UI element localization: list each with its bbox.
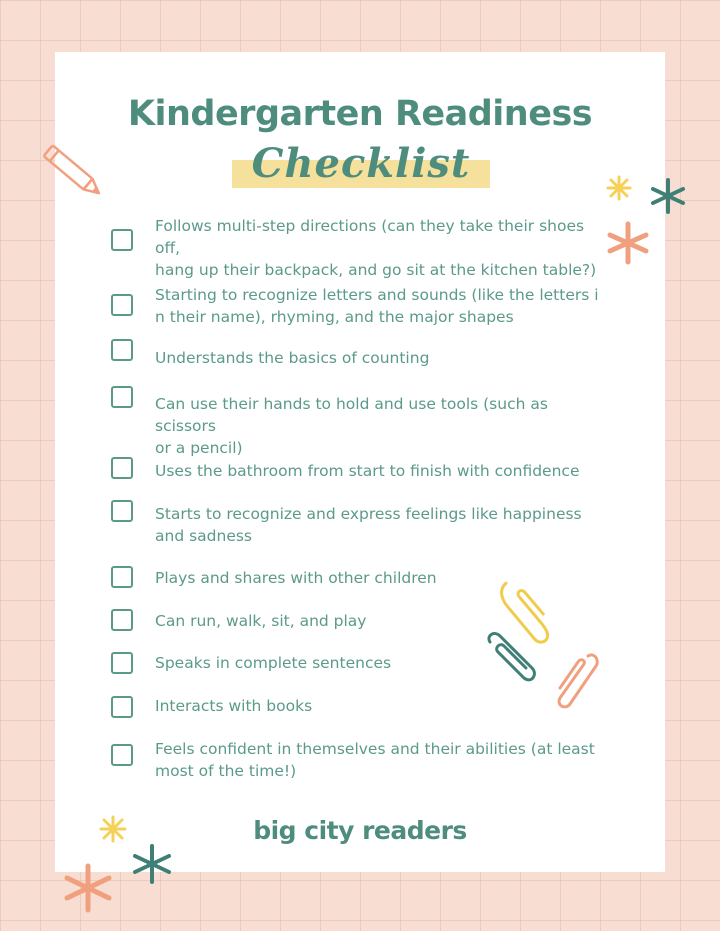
checkbox[interactable] [111,566,133,588]
checkbox[interactable] [111,744,133,766]
checklist-item-label: Interacts with books [155,697,313,715]
checklist-item-label: Follows multi-step directions (can they take their shoes off, hang up their backpack, and go sit at the kitchen table?) [155,217,597,279]
checkbox[interactable] [111,696,133,718]
checkbox[interactable] [111,609,133,631]
checkbox[interactable] [111,339,133,361]
checklist-item-label: Feels confident in themselves and their abilities (at least most of the time!) [155,740,595,780]
star-burst-icon [648,176,688,216]
checklist-item-label: Uses the bathroom from start to finish with confidence [155,462,580,480]
checkbox[interactable] [111,652,133,674]
checklist-item-label: Can use their hands to hold and use tools (such as scissors or a pencil) [155,395,548,457]
page-title: Kindergarten Readiness [127,94,593,134]
star-burst-icon [130,842,174,886]
star-burst-icon [98,814,128,844]
pencil-icon [30,132,114,212]
checkbox[interactable] [111,386,133,408]
star-burst-icon [605,174,633,202]
checkbox[interactable] [111,457,133,479]
paper-clip-icon [482,628,542,688]
checklist-item-label: Can run, walk, sit, and play [155,612,367,630]
checklist-item-label: Speaks in complete sentences [155,654,392,672]
checkbox[interactable] [111,229,133,251]
checkbox[interactable] [111,500,133,522]
checkbox[interactable] [111,294,133,316]
checklist-item-label: Starts to recognize and express feelings like happiness and sadness [155,505,582,545]
checklist-item-label: Starting to recognize letters and sounds (like the letters i n their name), rhyming, and the major shapes [155,286,599,326]
brand-footer: big city readers [253,816,467,845]
checklist-item-label: Understands the basics of counting [155,349,430,367]
checklist-item-label: Plays and shares with other children [155,569,437,587]
page-subtitle: Checklist [251,140,471,187]
star-burst-icon [62,862,114,914]
star-burst-icon [605,220,651,266]
paper-clip-icon [544,648,600,712]
